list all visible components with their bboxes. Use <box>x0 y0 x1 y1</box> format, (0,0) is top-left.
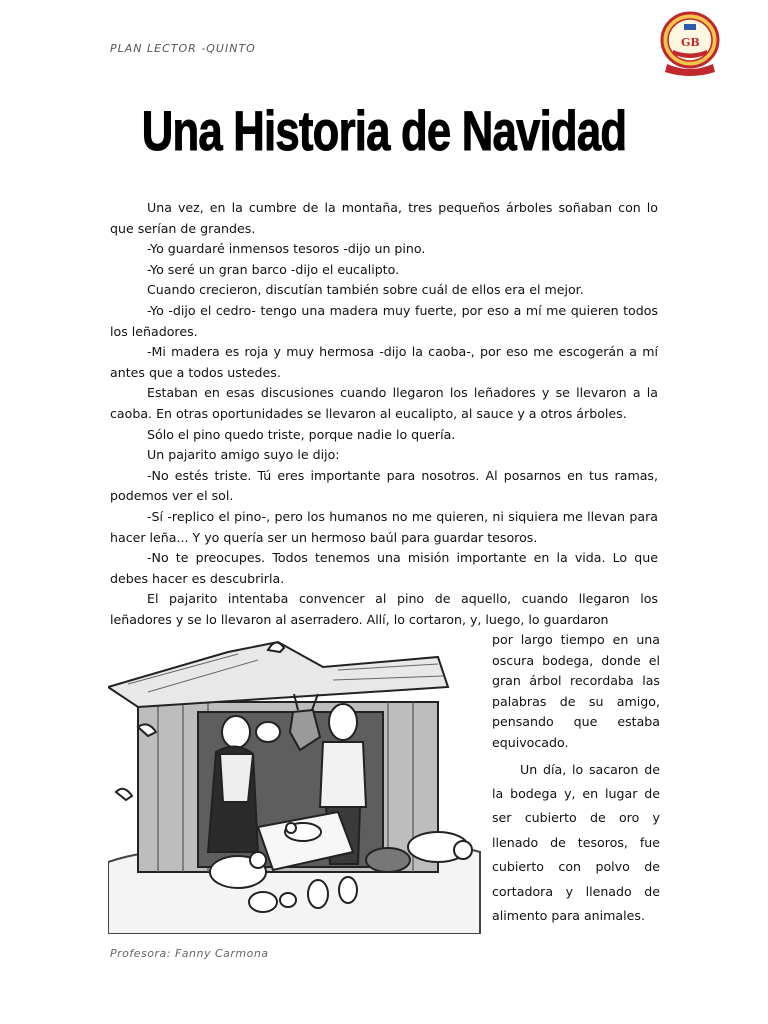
story-paragraph: -Sí -replico el pino-, pero los humanos no me quieren, ni siquiera me llevan para hacer leña... Y yo quería ser un hermoso baúl para guardar tesoros. <box>110 508 658 545</box>
page-title: Una Historia de Navidad <box>141 99 627 162</box>
story-paragraph: -No estés triste. Tú eres importante para nosotros. Al posarnos en tus ramas, podemos ver el sol. <box>110 467 658 504</box>
header-label: PLAN LECTOR -QUINTO <box>110 42 256 55</box>
story-body <box>110 198 658 630</box>
story-paragraph: -Yo guardaré inmensos tesoros -dijo un pino. <box>147 241 426 257</box>
story-paragraph: El pajarito intentaba convencer al pino de aquello, cuando llegaron los leñadores y se lo llevaron al aserradero. Allí, lo cortaron, y, luego, lo guardaron <box>110 591 658 627</box>
story-paragraph: -No te preocupes. Todos tenemos una misión importante en la vida. Lo que debes hacer es descubrirla. <box>110 550 658 586</box>
story-wrap-column <box>492 630 660 928</box>
story-paragraph: Sólo el pino quedo triste, porque nadie lo quería. <box>147 426 456 442</box>
story-paragraph: Un día, lo sacaron de la bodega y, en lugar de ser cubierto de oro y llenado de tesoros, fue cubierto con polvo de cortadora y llenado de alimento para animales. <box>492 761 660 923</box>
logo-letters: GB <box>681 36 700 49</box>
story-paragraph: Una vez, en la cumbre de la montaña, tres pequeños árboles soñaban con lo que serían de grandes. <box>110 200 658 236</box>
story-paragraph: -Yo seré un gran barco -dijo el eucalipto. <box>147 261 400 277</box>
story-paragraph: Un pajarito amigo suyo le dijo: <box>147 447 340 463</box>
school-crest-icon <box>655 10 725 78</box>
nativity-stable-illustration <box>108 632 482 934</box>
footer-label: Profesora: Fanny Carmona <box>110 947 269 960</box>
story-paragraph: -Yo -dijo el cedro- tengo una madera muy fuerte, por eso a mí me quieren todos los leñadores. <box>110 302 658 339</box>
story-paragraph: Estaban en esas discusiones cuando llegaron los leñadores y se llevaron a la caoba. En otras oportunidades se llevaron al eucalipto, al sauce y a otros árboles. <box>110 385 658 421</box>
story-paragraph: Cuando crecieron, discutían también sobre cuál de ellos era el mejor. <box>147 282 584 298</box>
story-paragraph: -Mi madera es roja y muy hermosa -dijo la caoba-, por eso me escogerán a mí antes que a todos ustedes. <box>110 344 658 380</box>
story-paragraph: por largo tiempo en una oscura bodega, donde el gran árbol recordaba las palabras de su amigo, pensando que estaba equivocado. <box>492 632 660 750</box>
